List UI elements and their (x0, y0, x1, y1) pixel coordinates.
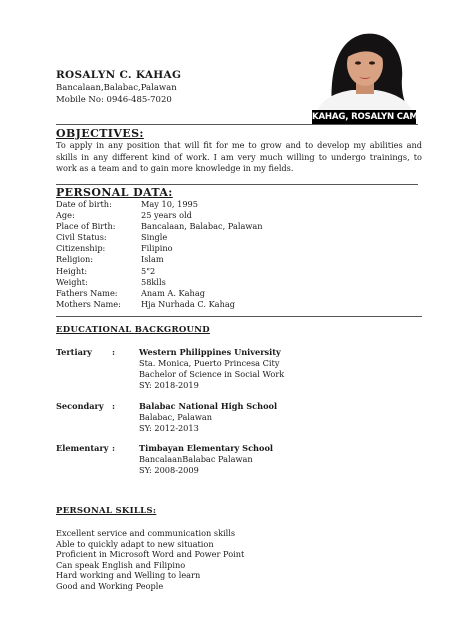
school-name: Western Philippines University (139, 347, 281, 357)
personal-data-row (56, 254, 263, 265)
personal-data-row (56, 266, 263, 277)
education-level: Secondary (56, 401, 104, 411)
personal-data-row (56, 288, 263, 299)
field-value: Hja Nurhada C. Kahag (141, 298, 235, 309)
field-label: Mothers Name: (56, 298, 121, 309)
divider (56, 184, 418, 185)
skills-heading: PERSONAL SKILLS: (56, 506, 157, 516)
field-value: May 10, 1995 (141, 199, 198, 209)
school-detail: BancalaanBalabac Palawan (139, 454, 253, 464)
field-value: 5"2 (141, 265, 156, 276)
personal-data-row (56, 210, 263, 221)
skill-item: Excellent service and communication skills (56, 528, 236, 538)
field-label: Age: (56, 210, 75, 221)
field-label: Citizenship: (56, 243, 106, 254)
divider (56, 124, 418, 125)
applicant-name: ROSALYN C. KAHAG (56, 69, 182, 81)
personal-data-heading: PERSONAL DATA: (56, 186, 173, 199)
school-detail: SY: 2018-2019 (139, 380, 199, 390)
personal-data-table (56, 199, 263, 310)
school-detail: SY: 2008-2009 (139, 465, 199, 475)
applicant-mobile: Mobile No: 0946-485-7020 (56, 95, 172, 105)
field-label: Place of Birth: (56, 221, 116, 232)
field-label: Weight: (56, 276, 88, 287)
field-label: Height: (56, 265, 88, 276)
education-entry-tertiary (56, 347, 284, 391)
education-level: Tertiary (56, 347, 92, 357)
education-entry-elementary (56, 443, 273, 476)
personal-data-row (56, 221, 263, 232)
divider (56, 316, 422, 317)
field-label: Religion: (56, 254, 94, 265)
education-entry-secondary (56, 401, 277, 434)
field-value: 58klls (141, 276, 166, 287)
field-value: Islam (141, 254, 164, 265)
school-detail: Balabac, Palawan (139, 412, 212, 422)
personal-data-row (56, 243, 263, 254)
objectives-text: To apply in any position that will fit for me to grow and to develop my abilities and skills in any different kind of work. I am very much willing to undergo trainings, to work as a team and to gain more knowledge in my fields. (56, 140, 422, 173)
personal-data-row (56, 199, 263, 210)
profile-photo-illustration (312, 28, 416, 110)
field-label: Civil Status: (56, 232, 107, 243)
personal-data-row (56, 277, 263, 288)
school-name: Balabac National High School (139, 401, 278, 411)
skill-item: Hard working and Welling to learn (56, 570, 201, 581)
school-detail: Sta. Monica, Puerto Princesa City (139, 358, 280, 368)
field-value: Anam A. Kahag (141, 287, 205, 298)
field-value: Bancalaan, Balabac, Palawan (141, 221, 263, 232)
profile-photo (312, 28, 416, 110)
school-detail: SY: 2012-2013 (139, 423, 199, 433)
school-name: Timbayan Elementary School (139, 443, 274, 453)
field-label: Fathers Name: (56, 287, 118, 298)
education-heading: EDUCATIONAL BACKGROUND (56, 325, 210, 335)
education-colon: : (112, 401, 116, 411)
field-value: Single (141, 232, 168, 243)
skill-item: Good and Working People (56, 580, 164, 591)
skill-item: Proficient in Microsoft Word and Power Point (56, 549, 245, 560)
skills-list (56, 528, 244, 592)
photo-caption: KAHAG, ROSALYN CAMA (312, 112, 425, 122)
personal-data-row (56, 299, 263, 310)
field-value: 25 years old (141, 210, 192, 221)
skill-item: Able to quickly adapt to new situation (56, 538, 214, 549)
education-level: Elementary (56, 443, 109, 453)
field-label: Date of birth: (56, 199, 112, 209)
skill-item: Can speak English and Filipino (56, 559, 186, 570)
field-value: Filipino (141, 243, 173, 254)
personal-data-row (56, 232, 263, 243)
school-detail: Bachelor of Science in Social Work (139, 369, 285, 379)
education-colon: : (112, 443, 116, 453)
applicant-address: Bancalaan,Balabac,Palawan (56, 83, 177, 93)
education-colon: : (112, 347, 116, 357)
objectives-heading: OBJECTIVES: (56, 127, 144, 140)
